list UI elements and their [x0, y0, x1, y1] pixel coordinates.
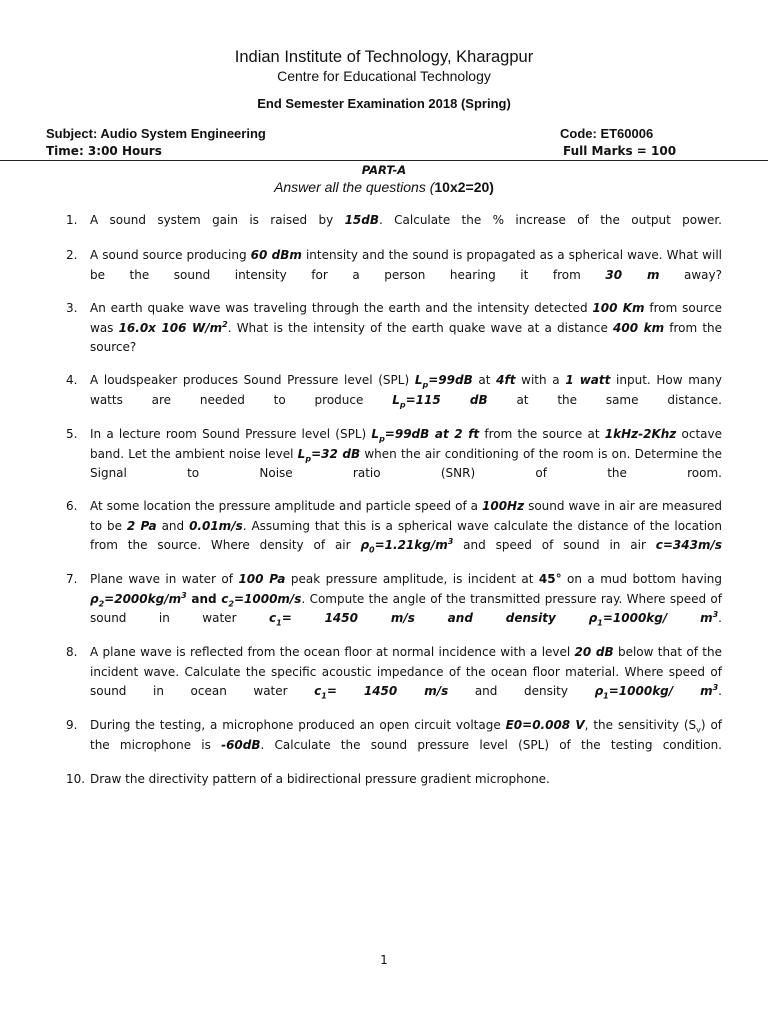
full-marks: Full Marks = 100 — [563, 144, 677, 158]
question-segment: . Assuming that this is a spherical wave calculate the distance of the location from the source. Where density of air — [90, 518, 722, 552]
question-number: 2. — [66, 248, 78, 262]
question-segment: Plane wave in water of — [90, 572, 239, 586]
question-segment: . — [718, 611, 722, 625]
question-segment: from the source at — [479, 427, 605, 441]
question-6 — [66, 497, 722, 575]
question-segment: and — [156, 518, 190, 533]
question-segment: L — [371, 427, 380, 441]
question-segment: . Compute the angle of the transmitted pressure ray. Where speed of sound in water — [90, 591, 722, 625]
question-segment: 100Hz — [482, 499, 525, 513]
instruction-marks: 10x2=20) — [434, 179, 494, 195]
header-divider — [0, 160, 768, 161]
question-segment: 1kHz-2Khz — [604, 427, 677, 441]
question-text — [90, 770, 722, 790]
question-segment: . Calculate the % increase of the output power. — [379, 213, 722, 227]
question-segment: =115 dB — [405, 392, 488, 407]
question-segment: below that of the incident wave. Calculate the specific acoustic impedance of the ocean floor material. Where speed of sound in ocean water — [90, 645, 722, 698]
question-segment: 0.01m/s — [189, 518, 243, 533]
question-10 — [66, 770, 722, 790]
question-segment: 20 dB — [574, 645, 614, 659]
question-segment: A plane wave is reflected from the ocean floor at normal incidence with a level — [90, 645, 575, 659]
question-segment: 100 Pa — [238, 572, 286, 586]
question-text — [90, 643, 722, 721]
question-segment: 3 — [712, 683, 719, 692]
question-text — [90, 497, 722, 575]
question-segment: 45° — [538, 572, 562, 586]
question-segment: and density — [448, 684, 595, 698]
question-segment: 0 — [369, 545, 375, 555]
question-segment: c — [314, 684, 322, 698]
question-segment: = 1450 m/s — [326, 684, 449, 698]
question-segment: . Calculate the sound pressure level (SPL) of the testing condition. — [260, 737, 722, 752]
question-segment: from the source? — [90, 320, 723, 354]
question-segment: p — [399, 399, 406, 409]
question-segment: 400 km — [613, 320, 665, 335]
question-segment: L — [392, 392, 400, 407]
question-segment: at — [472, 373, 497, 387]
question-segment: p — [422, 380, 429, 390]
question-segment: At some location the pressure amplitude and particle speed of a — [90, 499, 482, 513]
question-segment: 1 — [321, 691, 327, 701]
question-segment: 16.0x 106 W/m — [118, 320, 223, 335]
question-5 — [66, 425, 722, 503]
question-4 — [66, 371, 722, 430]
question-number: 7. — [66, 572, 78, 586]
part-title: PART-A — [361, 163, 407, 177]
question-segment: =2000kg/m — [104, 591, 182, 606]
question-segment: 1 — [276, 618, 282, 628]
question-segment: A sound source producing — [90, 248, 251, 262]
question-segment: =1.21kg/m — [374, 538, 448, 552]
question-9 — [66, 716, 722, 775]
question-segment: 3 — [447, 537, 454, 546]
question-segment: ρ — [360, 538, 370, 552]
question-number: 1. — [66, 213, 78, 227]
question-segment: A sound system gain is raised by — [90, 213, 345, 227]
question-number: 6. — [66, 499, 78, 513]
question-text — [90, 716, 722, 775]
part-instruction — [0, 179, 768, 195]
question-segment: =32 dB — [311, 446, 361, 461]
question-number: 4. — [66, 373, 78, 387]
question-segment: p — [305, 453, 312, 463]
question-number: 8. — [66, 645, 78, 659]
instruction-text: Answer all the questions ( — [274, 179, 435, 195]
question-3 — [66, 299, 722, 377]
course-code: Code: ET60006 — [560, 126, 654, 141]
question-segment: peak pressure amplitude, is incident at — [285, 572, 539, 586]
question-segment: input. How many watts are needed to produce — [90, 373, 722, 407]
question-segment: 2 — [222, 319, 228, 329]
question-segment: p — [379, 434, 385, 444]
question-segment: E0=0.008 V — [505, 718, 585, 732]
question-segment: c — [221, 591, 229, 606]
question-segment: and — [186, 591, 222, 606]
question-segment: away? — [659, 267, 722, 282]
question-segment: on a mud bottom having — [561, 572, 722, 586]
question-segment: In a lecture room Sound Pressure level (SPL) — [90, 427, 372, 441]
question-segment: 1 — [603, 691, 609, 701]
exam-title: End Semester Examination 2018 (Spring) — [257, 96, 511, 111]
question-segment: c — [268, 611, 277, 625]
question-segment: =1000kg/ m — [602, 611, 713, 625]
page-number: 1 — [380, 953, 388, 967]
question-number: 9. — [66, 718, 78, 732]
question-segment: ρ — [594, 684, 604, 698]
question-segment: 1 watt — [565, 373, 611, 387]
question-2 — [66, 246, 722, 305]
question-segment: =99dB — [428, 373, 473, 387]
question-segment: 2 — [98, 598, 105, 608]
question-segment: 30 m — [605, 267, 660, 282]
question-segment: 4ft — [496, 373, 516, 387]
question-segment: octave band. Let the ambient noise level — [90, 427, 722, 461]
question-text — [90, 299, 722, 377]
question-segment: 3 — [712, 610, 719, 619]
question-segment: and speed of sound in air — [453, 538, 656, 552]
question-text — [90, 246, 722, 305]
question-segment: c=343m/s — [655, 538, 723, 552]
question-text — [90, 371, 722, 430]
question-segment: at the same distance. — [487, 392, 722, 407]
question-segment: L — [297, 446, 306, 461]
question-segment: 3 — [181, 590, 187, 600]
institute-name: Indian Institute of Technology, Kharagpur — [234, 48, 534, 66]
question-segment: L — [414, 373, 423, 387]
question-segment: 2 — [228, 598, 234, 608]
question-segment: when the air conditioning of the room is on. Determine the Signal to Noise ratio (SNR) of the room. — [90, 446, 723, 480]
question-segment: =99dB at 2 ft — [384, 427, 480, 441]
question-segment: with a — [515, 373, 566, 387]
question-segment: 60 dBm — [250, 248, 302, 262]
question-segment: During the testing, a microphone produced an open circuit voltage — [90, 718, 506, 732]
question-segment: . — [718, 684, 722, 698]
question-text — [90, 211, 722, 250]
subject-label: Subject: Audio System Engineering — [46, 126, 266, 141]
question-segment: ρ — [90, 591, 99, 606]
centre-name: Centre for Educational Technology — [277, 68, 491, 84]
question-segment: ) of the microphone is — [90, 718, 723, 752]
question-segment: Draw the directivity pattern of a bidirectional pressure gradient microphone. — [90, 772, 550, 786]
question-7 — [66, 570, 722, 648]
question-segment: v — [696, 725, 701, 735]
question-segment: = 1450 m/s and density ρ — [281, 611, 598, 625]
question-segment: 2 Pa — [126, 518, 157, 533]
question-segment: from source was — [90, 301, 722, 335]
question-1 — [66, 211, 722, 250]
question-segment: =1000m/s — [233, 591, 302, 606]
question-text — [90, 425, 722, 503]
question-number: 3. — [66, 301, 78, 315]
exam-duration: Time: 3:00 Hours — [46, 144, 162, 158]
question-segment: intensity and the sound is propagated as a spherical wave. What will be the sound intensity for a person hearing it from — [90, 248, 722, 282]
question-number: 5. — [66, 427, 78, 441]
question-segment: , the sensitivity (S — [584, 718, 697, 732]
question-segment: A loudspeaker produces Sound Pressure level (SPL) — [90, 373, 415, 387]
question-segment: 1 — [597, 618, 603, 628]
question-segment: sound wave in air are measured to be — [90, 499, 722, 533]
question-segment: 100 Km — [592, 301, 645, 315]
question-number: 10. — [66, 772, 86, 786]
question-segment: . What is the intensity of the earth quake wave at a distance — [227, 320, 614, 335]
question-text — [90, 570, 722, 648]
question-segment: An earth quake wave was traveling through the earth and the intensity detected — [90, 301, 593, 315]
question-segment: -60dB — [221, 737, 261, 752]
question-segment: 15dB — [344, 213, 379, 227]
question-8 — [66, 643, 722, 721]
question-segment: =1000kg/ m — [608, 684, 713, 698]
